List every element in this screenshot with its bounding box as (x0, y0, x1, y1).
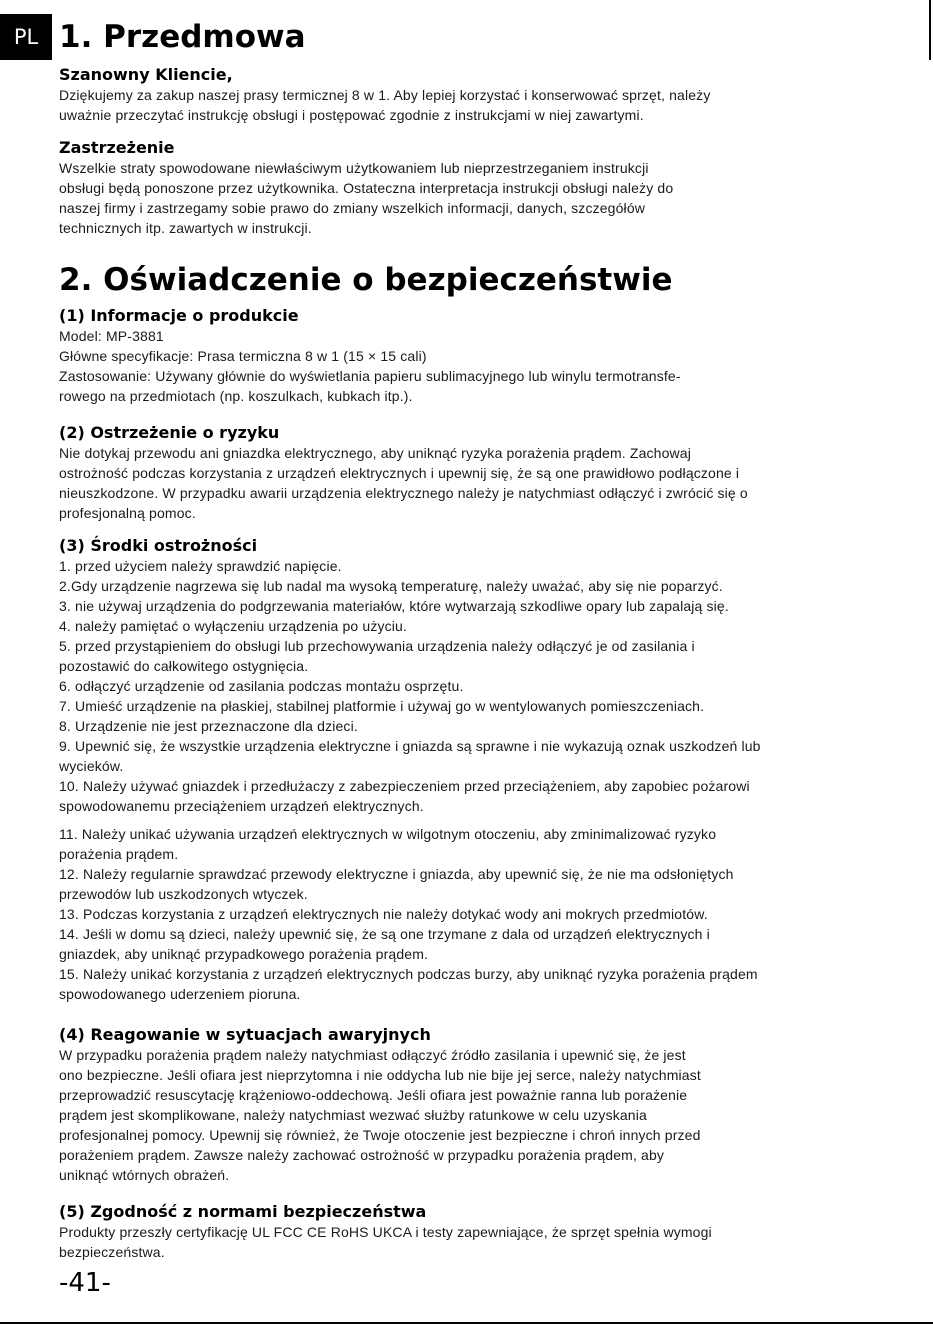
language-tab: PL (0, 14, 52, 60)
text-line: ostrożność podczas korzystania z urządzeń elektrycznych i upewnij się, że są one prawidłowo podłączone i (59, 465, 740, 481)
text-line: 1. przed użyciem należy sprawdzić napięcie. (59, 558, 342, 574)
emergency-block (59, 1024, 925, 1185)
text-line: 5. przed przystąpieniem do obsługi lub przechowywania urządzenia należy odłączyć je od zasilania i (59, 638, 695, 654)
text-line: 9. Upewnić się, że wszystkie urządzenia elektryczne i gniazda są sprawne i nie wykazują oznak uszkodzeń lub (59, 738, 761, 754)
text-line: 6. odłączyć urządzenie od zasilania podczas montażu osprzętu. (59, 678, 464, 694)
text-line: 12. Należy regularnie sprawdzać przewody elektryczne i gniazda, aby upewnić się, że nie ma odsłoniętych (59, 866, 734, 882)
text-line: ono bezpieczne. Jeśli ofiara jest nieprzytomna i nie oddycha lub nie bije jej serce, należy natychmiast (59, 1067, 701, 1083)
text-line: rowego na przedmiotach (np. koszulkach, kubkach itp.). (59, 388, 413, 404)
text-line: 11. Należy unikać używania urządzeń elektrycznych w wilgotnym otoczeniu, aby zminimalizować ryzyko (59, 826, 717, 842)
precautions-heading: (3) Środki ostrożności (59, 536, 258, 555)
text-line: porażeniem prądem. Zawsze należy zachować ostrożność w przypadku porażenia prądem, aby (59, 1147, 665, 1163)
emergency-heading: (4) Reagowanie w sytuacjach awaryjnych (59, 1025, 431, 1044)
text-line: 14. Jeśli w domu są dzieci, należy upewnić się, że są one trzymane z dala od urządzeń elektrycznych i (59, 926, 710, 942)
text-line: uważnie przeczytać instrukcję obsługi i postępować zgodnie z instrukcjami w niej zawartymi. (59, 107, 644, 123)
disclaimer-heading: Zastrzeżenie (59, 138, 175, 157)
compliance-text (59, 1222, 925, 1262)
text-line: 13. Podczas korzystania z urządzeń elektrycznych nie należy dotykać wody ani mokrych przedmiotów. (59, 906, 708, 922)
text-line: Model: MP-3881 (59, 328, 164, 344)
text-line: Dziękujemy za zakup naszej prasy termicznej 8 w 1. Aby lepiej korzystać i konserwować sprzęt, należy (59, 87, 711, 103)
section-2-title: 2. Oświadczenie o bezpieczeństwie (59, 262, 673, 298)
text-line: uniknąć wtórnych obrażeń. (59, 1167, 230, 1183)
text-line: bezpieczeństwa. (59, 1244, 165, 1260)
text-line: 4. należy pamiętać o wyłączeniu urządzenia po użyciu. (59, 618, 408, 634)
compliance-block (59, 1201, 925, 1262)
text-line: profesjonalnej pomocy. Upewnij się również, że Twoje otoczenie jest bezpieczne i chroń innych przed (59, 1127, 701, 1143)
compliance-heading: (5) Zgodność z normami bezpieczeństwa (59, 1202, 427, 1221)
text-line: gniazdek, aby uniknąć przypadkowego porażenia prądem. (59, 946, 429, 962)
edge-marker (929, 0, 931, 60)
product-info-block (59, 305, 925, 406)
text-line: porażenia prądem. (59, 846, 179, 862)
text-line: obsługi będą ponoszone przez użytkownika. Ostateczna interpretacja instrukcji obsługi należy do (59, 180, 674, 196)
section-1-title: 1. Przedmowa (59, 19, 306, 55)
precautions-list-b (59, 824, 925, 1004)
product-info-heading: (1) Informacje o produkcie (59, 306, 299, 325)
text-line: 7. Umieść urządzenie na płaskiej, stabilnej platformie i używaj go w wentylowanych pomieszczeniach. (59, 698, 705, 714)
text-line: 8. Urządzenie nie jest przeznaczone dla dzieci. (59, 718, 358, 734)
risk-warning-block (59, 422, 925, 523)
precautions-list-a (59, 556, 925, 816)
text-line: technicznych itp. zawartych w instrukcji. (59, 220, 312, 236)
text-line: przewodów lub uszkodzonych wtyczek. (59, 886, 308, 902)
greeting-heading: Szanowny Kliencie, (59, 65, 233, 84)
text-line: Główne specyfikacje: Prasa termiczna 8 w 1 (15 × 15 cali) (59, 348, 427, 364)
disclaimer-text (59, 158, 925, 238)
text-line: prądem jest skomplikowane, należy natychmiast wezwać służby ratunkowe w celu uzyskania (59, 1107, 647, 1123)
text-line: Produkty przeszły certyfikację UL FCC CE RoHS UKCA i testy zapewniające, że sprzęt spełnia wymogi (59, 1224, 712, 1240)
text-line: Zastosowanie: Używany głównie do wyświetlania papieru sublimacyjnego lub winylu termotransfe- (59, 368, 681, 384)
text-line: pozostawić do całkowitego ostygnięcia. (59, 658, 309, 674)
page-number: -41- (59, 1268, 111, 1298)
page-content (59, 14, 925, 1262)
text-line: W przypadku porażenia prądem należy natychmiast odłączyć źródło zasilania i upewnić się, że jest (59, 1047, 686, 1063)
product-info-text (59, 326, 925, 406)
text-line: Wszelkie straty spowodowane niewłaściwym użytkowaniem lub nieprzestrzeganiem instrukcji (59, 160, 649, 176)
greeting-block (59, 64, 925, 125)
text-line: przeprowadzić resuscytację krążeniowo-oddechową. Jeśli ofiara jest poważnie ranna lub porażenie (59, 1087, 688, 1103)
text-line: nieuszkodzone. W przypadku awarii urządzenia elektrycznego należy je natychmiast odłączyć i zwrócić się o (59, 485, 748, 501)
text-line: 10. Należy używać gniazdek i przedłużaczy z zabezpieczeniem przed przeciążeniem, aby zapobiec pożarowi (59, 778, 750, 794)
text-line: wycieków. (59, 758, 124, 774)
text-line: profesjonalną pomoc. (59, 505, 196, 521)
emergency-text (59, 1045, 925, 1185)
precautions-block (59, 535, 925, 1004)
risk-warning-text (59, 443, 925, 523)
text-line: 3. nie używaj urządzenia do podgrzewania materiałów, które wytwarzają szkodliwe opary lub zapalają się. (59, 598, 729, 614)
text-line: Nie dotykaj przewodu ani gniazdka elektrycznego, aby uniknąć ryzyka porażenia prądem. Zachowaj (59, 445, 691, 461)
text-line: 2.Gdy urządzenie nagrzewa się lub nadal ma wysoką temperaturę, należy uważać, aby się nie poparzyć. (59, 578, 723, 594)
text-line: 15. Należy unikać korzystania z urządzeń elektrycznych podczas burzy, aby uniknąć ryzyka porażenia prądem (59, 966, 758, 982)
disclaimer-block (59, 137, 925, 238)
text-line: naszej firmy i zastrzegamy sobie prawo do zmiany wszelkich informacji, danych, szczegółów (59, 200, 646, 216)
intro-text (59, 85, 925, 125)
risk-warning-heading: (2) Ostrzeżenie o ryzyku (59, 423, 280, 442)
text-line: spowodowanemu przeciążeniem urządzeń elektrycznych. (59, 798, 424, 814)
text-line: spowodowanego uderzeniem pioruna. (59, 986, 301, 1002)
